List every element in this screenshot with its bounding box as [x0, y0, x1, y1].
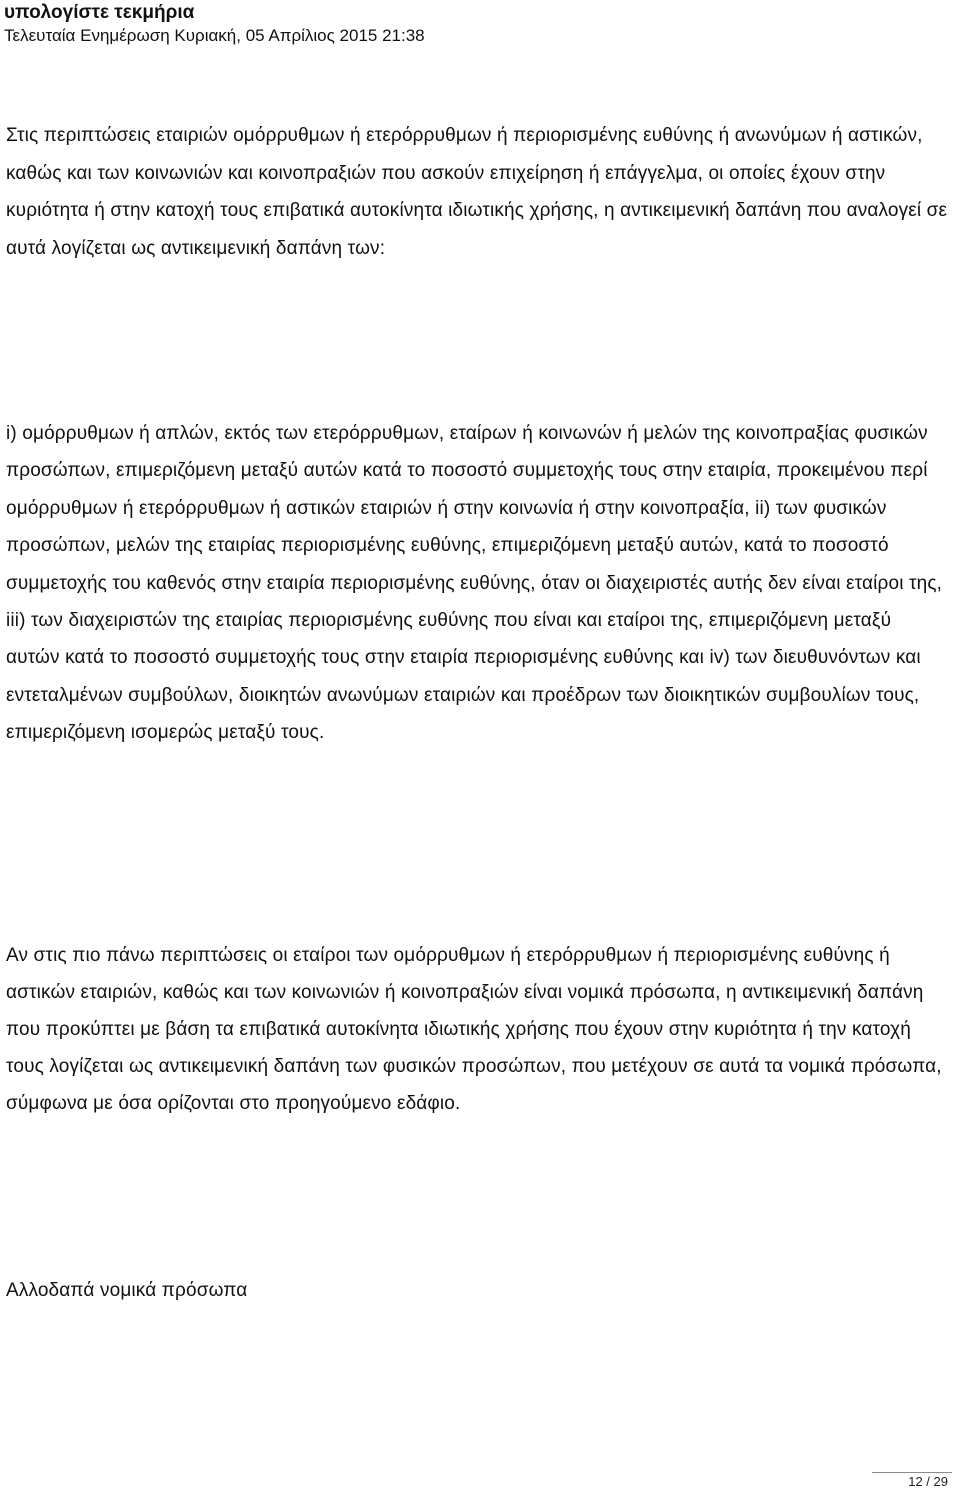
page-header [4, 0, 954, 50]
last-updated-text: Τελευταία Ενημέρωση Κυριακή, 05 Απρίλιος 2015 21:38 [4, 26, 425, 45]
section-heading-foreign-legal-entities: Αλλοδαπά νομικά πρόσωπα [6, 1280, 248, 1301]
page-number: 12 / 29 [908, 1474, 948, 1489]
footer-divider [872, 1472, 952, 1473]
paragraph-companies-vehicles: Στις περιπτώσεις εταιριών ομόρρυθμων ή ετερόρρυθμων ή περιορισμένης ευθύνης ή ανωνύμων ή αστικών, καθώς και των κοινωνιών και κοινοπραξιών που ασκούν επιχείρηση ή επάγγελμα, οι οποίες έχουν στην κυριότητα ή στην κατοχή τους επιβατικά αυτοκίνητα ιδιωτικής χρήσης, η αντικειμενική δαπάνη που αναλογεί σε αυτά λογίζεται ως αντικειμενική δαπάνη των: [6, 125, 948, 259]
paragraph-legal-entity-partners: Αν στις πιο πάνω περιπτώσεις οι εταίροι των ομόρρυθμων ή ετερόρρυθμων ή περιορισμένης ευθύνης ή αστικών εταιριών, καθώς και των κοινωνιών ή κοινοπραξιών είναι νομικά πρόσωπα, η αντικειμενική δαπάνη που προκύπτει με βάση τα επιβατικά αυτοκίνητα ιδιωτικής χρήσης που έχουν στην κυριότητα ή την κατοχή τους λογίζεται ως αντικειμενική δαπάνη των φυσικών προσώπων, που μετέχουν σε αυτά τα νομικά πρόσωπα, σύμφωνα με όσα ορίζονται στο προηγούμενο εδάφιο. [6, 945, 942, 1114]
page-title: υπολογίστε τεκμήρια [4, 2, 195, 23]
paragraph-partners-allocation: i) ομόρρυθμων ή απλών, εκτός των ετερόρρυθμων, εταίρων ή κοινωνών ή μελών της κοινοπραξίας φυσικών προσώπων, επιμεριζόμενη μεταξύ αυτών κατά το ποσοστό συμμετοχής τους στην εταιρία, προκειμένου περί ομόρρυθμων ή ετερόρρυθμων ή αστικών εταιριών ή στην κοινωνία ή στην κοινοπραξία, ii) των φυσικών προσώπων, μελών της εταιρίας περιορισμένης ευθύνης, επιμεριζόμενη μεταξύ αυτών, κατά το ποσοστό συμμετοχής του καθενός στην εταιρία περιορισμένης ευθύνης, όταν οι διαχειριστές αυτής δεν είναι εταίροι της, iii) των διαχειριστών της εταιρίας περιορισμένης ευθύνης που είναι και εταίροι της, επιμεριζόμενη μεταξύ αυτών κατά το ποσοστό συμμετοχής τους στην εταιρία περιορισμένης ευθύνης και iv) των διευθυνόντων και εντεταλμένων συμβούλων, διοικητών ανωνύμων εταιριών και προέδρων των διοικητικών συμβουλίων τους, επιμεριζόμενη ισομερώς μεταξύ τους. [6, 423, 943, 744]
